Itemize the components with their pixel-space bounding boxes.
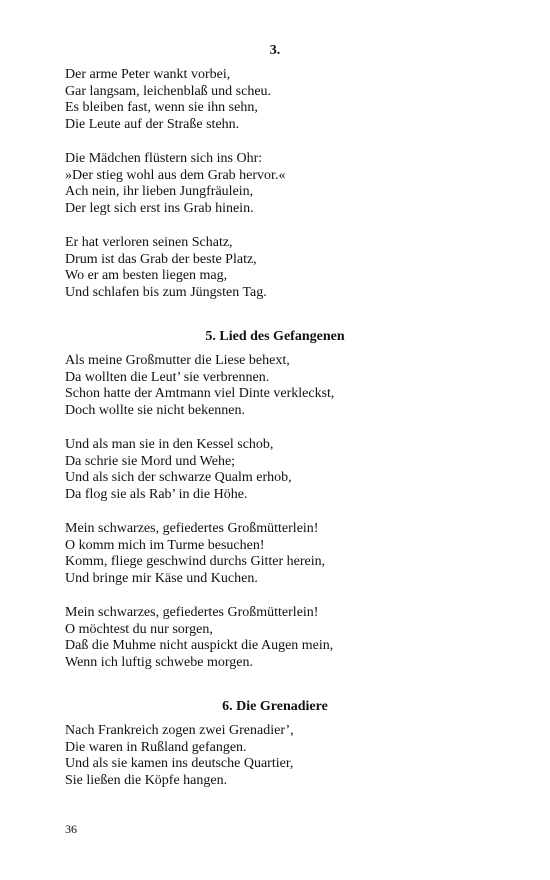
verse-line: Der arme Peter wankt vorbei, xyxy=(65,67,231,82)
verse-line: Er hat verloren seinen Schatz, xyxy=(65,235,233,250)
verse-line: Die Mädchen flüstern sich ins Ohr: xyxy=(65,151,263,166)
section-heading: 5. Lied des Gefangenen xyxy=(205,329,345,344)
stanza xyxy=(65,605,333,672)
verse-line: Es bleiben fast, wenn sie ihn sehn, xyxy=(65,100,258,116)
verse-line: O möchtest du nur sorgen, xyxy=(65,621,213,637)
verse-line: Gar langsam, leichenblaß und scheu. xyxy=(65,83,272,99)
stanza xyxy=(65,521,325,588)
section-heading: 6. Die Grenadiere xyxy=(222,699,328,714)
verse-line: Und als man sie in den Kessel schob, xyxy=(65,437,274,452)
verse-line: Als meine Großmutter die Liese behext, xyxy=(65,353,290,368)
verse-line: Und als sie kamen ins deutsche Quartier, xyxy=(65,756,294,772)
verse-line: Doch wollte sie nicht bekennen. xyxy=(65,403,246,419)
verse-line: Komm, fliege geschwind durchs Gitter herein, xyxy=(65,554,326,570)
stanza xyxy=(65,353,334,420)
verse-line: Wo er am besten liegen mag, xyxy=(65,268,228,284)
verse-line: Schon hatte der Amtmann viel Dinte verkleckst, xyxy=(65,386,335,402)
stanza xyxy=(65,67,271,134)
verse-line: Die Leute auf der Straße stehn. xyxy=(65,117,240,133)
verse-line: Und schlafen bis zum Jüngsten Tag. xyxy=(65,285,267,301)
verse-line: Mein schwarzes, gefiedertes Großmütterlein! xyxy=(65,521,319,536)
verse-line: Der legt sich erst ins Grab hinein. xyxy=(65,201,254,217)
verse-line: Drum ist das Grab der beste Platz, xyxy=(65,251,257,267)
section-heading: 3. xyxy=(269,43,281,58)
verse-line: Mein schwarzes, gefiedertes Großmütterlein! xyxy=(65,605,319,620)
verse-line: Sie ließen die Köpfe hangen. xyxy=(65,773,228,789)
stanza xyxy=(65,235,267,302)
verse-line: Da wollten die Leut’ sie verbrennen. xyxy=(65,369,270,385)
verse-line: »Der stieg wohl aus dem Grab hervor.« xyxy=(65,167,286,183)
verse-line: Die waren in Rußland gefangen. xyxy=(65,739,247,755)
stanza xyxy=(65,437,292,504)
verse-line: Nach Frankreich zogen zwei Grenadier’, xyxy=(65,723,294,738)
page-number: 36 xyxy=(65,822,77,836)
stanza xyxy=(65,723,294,790)
verse-line: Und bringe mir Käse und Kuchen. xyxy=(65,571,258,587)
verse-line: Daß die Muhme nicht auspickt die Augen mein, xyxy=(65,638,334,654)
verse-line: Ach nein, ihr lieben Jungfräulein, xyxy=(65,184,254,200)
verse-line: Da flog sie als Rab’ in die Höhe. xyxy=(65,487,248,503)
verse-line: Wenn ich luftig schwebe morgen. xyxy=(65,655,253,671)
verse-line: Und als sich der schwarze Qualm erhob, xyxy=(65,470,292,486)
stanza xyxy=(65,151,285,218)
verse-line: Da schrie sie Mord und Wehe; xyxy=(65,453,236,469)
verse-line: O komm mich im Turme besuchen! xyxy=(65,537,265,553)
